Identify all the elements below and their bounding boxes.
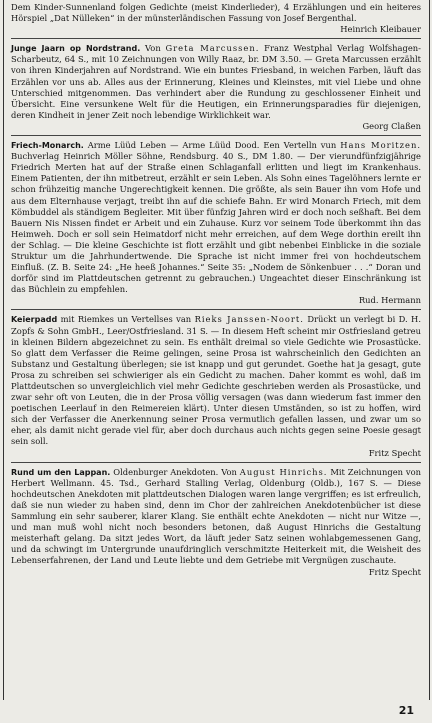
review-signature: Fritz Specht — [368, 447, 421, 458]
review-column — [11, 2, 421, 578]
review-title: Rund um den Lappan. — [11, 467, 111, 477]
review-signature: Heinrich Kleibauer — [340, 24, 421, 35]
review-title: Junge Jaarn op Nordstrand. — [11, 44, 141, 54]
review-text: Drückt un verlegt bi D. H. Zopfs & Sohn GmbH., Leer/Ostfriesland. 31 S. — In diesem Heft scheint mir Ostfriesland getreu in kleinen Bildern abgezeichnet zu sein. Es enthält dreimal so viele Gedichte wie Prosastücke. So glatt dem Verfasser die Reime gelingen, seine Prosa ist wahrscheinlich den Gedichten an Substanz und Gestaltung überlegen; sie ist knapp und gut gerundet. Goethe hat ja gesagt, gute Prosa zu schreiben sei schwieriger als ein Gedicht zu machen. Daher kommt es wohl, daß im Plattdeutschen so unvergleichlich viel mehr Gedichte geschrieben werden als Prosastücke, und zwar sehr oft von Leuten, die in der Prosa völlig versagen (was dann wiederum fast immer den poetischen Leerlauf in den Reimereien klärt). Unter diesen Umständen, so ist zu hoffen, wird sich der Verfasser die Anerkennung seiner Prosa vermutlich gefallen lassen, und zwar um so eher, als damit nicht gerade viel für, aber doch durchaus auch nichts gegen seine Poesie gesagt sein soll. — [11, 314, 421, 447]
review-signature: Georg Claßen — [362, 120, 421, 131]
review-text: Mit Zeichnungen von Herbert Wellmann. 45. Tsd., Gerhard Stalling Verlag, Oldenburg (Oldb.), 167 S. — Diese hochdeutschen Anekdoten mit plattdeutschen Dialogen waren lange vergriffen; es ist erfreulich, daß sie nun wieder zu haben sind, denn im Chor der zahlreichen Anekdotenbücher ist diese Sammlung ein sehr sauberer, klarer Klang. Sie enthält echte Anekdoten — nicht nur Witze —, und man muß wohl nicht noch besonders betonen, daß August Hinrichs die Gestaltung meisterhaft gelang. Da sitzt jedes Wort, da läuft jeder Satz seinen wohlabgemessenen Gang, und da schwingt im Untergrunde unaufdringlich verschmitzte Heiterkeit mit, die Weisheit des Lebenserfahrenen, der Land und Leute liebte und dem Getriebe mit Vergnügen zuschaute. — [11, 466, 422, 566]
review-biblio: Oldenburger Anekdoten. Von — [113, 466, 237, 477]
review-title: Keierpadd — [11, 315, 58, 325]
review-author: Greta Marcussen. — [165, 43, 260, 54]
review-signature: Fritz Specht — [368, 566, 421, 577]
review-body — [11, 314, 421, 447]
review-author: Hans Moritzen. — [340, 140, 421, 151]
separator-rule — [11, 38, 421, 39]
review-biblio: Arme Lüüd Leben — Arme Lüüd Dood. Een Vertelln vun — [87, 140, 337, 151]
intro-block — [11, 2, 421, 35]
review-block — [11, 314, 421, 458]
review-block — [11, 467, 421, 578]
review-signature: Rud. Hermann — [358, 295, 421, 306]
review-text: Franz Westphal Verlag Wolfshagen-Scharbeutz, 64 S., mit 10 Zeichnungen von Willy Raaz, br. DM 3.50. — Greta Marcussen erzählt von ihren Kinderjahren auf Nordstrand. Wie ein buntes Friesband, in weichen Farben, läuft das Erzählen vor uns ab. Alles aus der Erinnerung, Kleines und Kleinstes, mit viel Liebe und ohne Unterschied mitgenommen. Das verhindert aber die Rundung zu geschlossener Einheit und Übersicht. Eine versunkene Welt für die Heutigen, ein Erinnerungsparadies für diejenigen, deren Kindheit in jener Zeit noch lebendige Wirklichkeit war. — [11, 43, 422, 120]
review-title: Friech-Monarch. — [11, 141, 84, 151]
review-biblio: Von — [145, 43, 161, 54]
intro-text: Dem Kinder-Sunnenland folgen Gedichte (meist Kinderlieder), 4 Erzählungen und ein heiteres Hörspiel „Dat Nülleken“ in der münsterländischen Fassung von Josef Bergenthal. — [11, 2, 421, 24]
review-body — [11, 467, 421, 567]
review-author: August Hinrichs. — [239, 466, 328, 477]
separator-rule — [11, 309, 421, 310]
review-body — [11, 140, 421, 295]
review-body — [11, 43, 421, 121]
review-block — [11, 140, 421, 306]
review-author: Rieks Janssen-Noort. — [194, 314, 304, 325]
review-block — [11, 43, 421, 132]
review-text: Buchverlag Heinrich Möller Söhne, Rendsburg. 40 S., DM 1.80. — Der vierundfünfzigjährige Friedrich Merten hat auf der Straße einen Schlaganfall erlitten und liegt im Krankenhaus. Einem Patienten, der ihn mitbetreut, erzählt er sein Leben. Als Sohn eines Tagelöhners lernte er schon frühzeitig manche Ungerechtigkeit kennen. Die größte, als sein Bauer ihn vom Hofe und aus dem Elternhause verjagt, treibt ihn auf die schiefe Bahn. Er wird Monarch Friech, mit dem Kömbuddel als ständigem Begleiter. Mit über fünfzig Jahren wird er doch noch seßhaft. Bei dem Bauern Nis Nissen findet er Arbeit und ein Zuhause. Kurz vor seinem Tode überkommt ihn das Heimweh. Doch er soll sein Heimatdorf nicht mehr erreichen, auf dem Wege dorthin ereilt ihn der Schlag. — Die kleine Geschichte ist flott erzählt und gibt nebenbei Einblicke in die soziale Struktur um die Jahrhundertwende. Die Sprache ist nicht immer frei von hochdeutschem Einfluß. (Z. B. Seite 24: „He heeß Johannes.“ Seite 35: „Nodem de Sönkenbuer . . .“ Doran und dorför sind im Plattdeutschen getrennt zu gebrauchen.) Ungeachtet dieser Einschränkung ist das Büchlein zu empfehlen. — [11, 151, 421, 295]
page-number: 21 — [398, 704, 414, 717]
separator-rule — [11, 462, 421, 463]
separator-rule — [11, 135, 421, 136]
review-biblio: mit Riemkes un Vertellses van — [60, 314, 192, 325]
